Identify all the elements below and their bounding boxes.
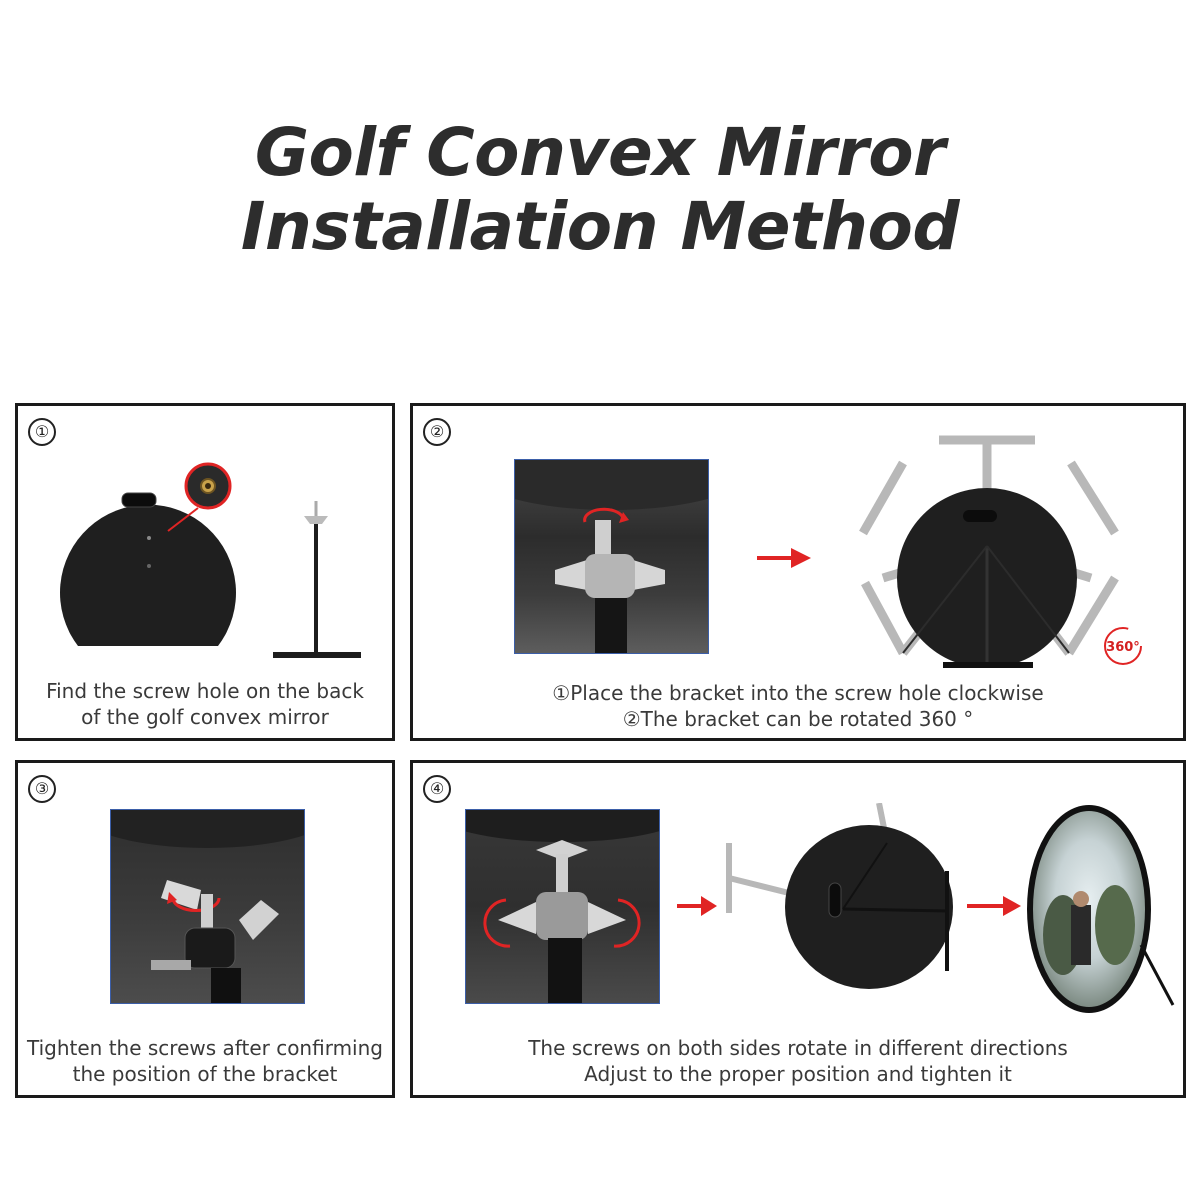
- step-1-illustration: [18, 446, 392, 716]
- step-4-caption: The screws on both sides rotate in different directions Adjust to the proper position and tighten it: [528, 1036, 1068, 1086]
- right-arrow-icon: [675, 891, 719, 921]
- svg-text:360°: 360°: [1106, 640, 1140, 655]
- step-4-assembly-illustration: [719, 803, 959, 1003]
- step-2-panel: [410, 403, 1186, 741]
- step-4-closeup-photo: [465, 809, 660, 1004]
- bracket-image: [273, 501, 361, 658]
- step-4-number: ④: [423, 775, 451, 803]
- mirror-back-image: [60, 505, 236, 646]
- convex-mirror-image: [1023, 805, 1183, 1015]
- step-3-panel: [15, 760, 395, 1098]
- right-arrow-icon: [965, 891, 1025, 921]
- right-arrow-icon: [755, 543, 815, 573]
- step-2-closeup-photo: [514, 459, 709, 654]
- step-1-number: ①: [28, 418, 56, 446]
- page-title-line-1: Golf Convex Mirror: [254, 114, 946, 191]
- step-1-panel: [15, 403, 395, 741]
- step-3-caption: Tighten the screws after confirming the position of the bracket: [27, 1036, 383, 1086]
- step-2-caption: ①Place the bracket into the screw hole clockwise ②The bracket can be rotated 360 °: [552, 681, 1044, 731]
- page-title-line-2: Installation Method: [240, 188, 960, 265]
- rotate-360-icon: [1099, 624, 1151, 668]
- mirror-back-image: [785, 825, 953, 989]
- step-3-number: ③: [28, 775, 56, 803]
- step-2-number: ②: [423, 418, 451, 446]
- step-4-panel: [410, 760, 1186, 1098]
- step-3-closeup-photo: [110, 809, 305, 1004]
- step-1-caption: Find the screw hole on the back of the golf convex mirror: [46, 679, 364, 729]
